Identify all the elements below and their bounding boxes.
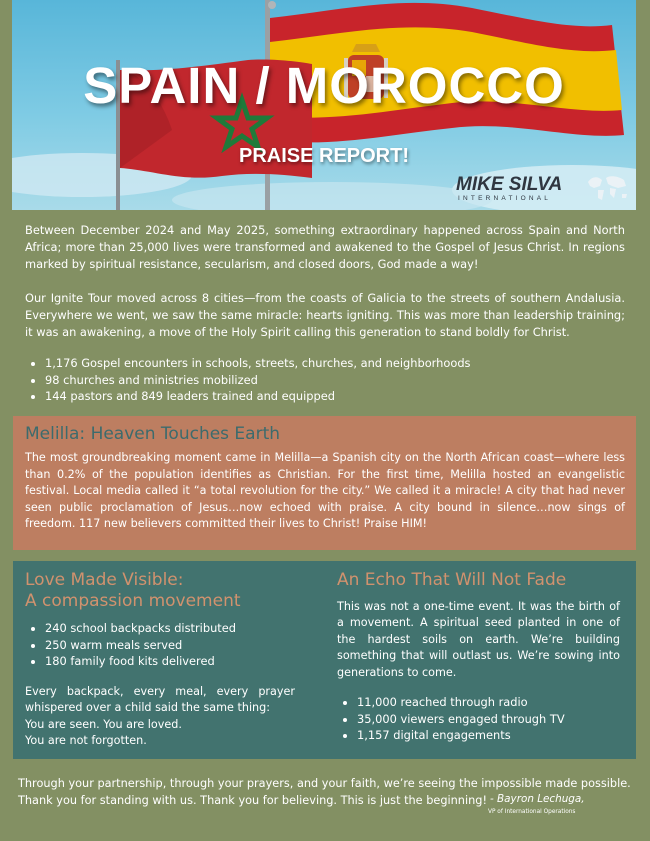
list-item: • 180 family food kits delivered <box>45 653 335 670</box>
echo-body: This was not a one-time event. It was the birth of a movement. A spiritual seed planted in one of the hardest soils on earth. We’re building something that will outlast us. We’re sowing into generations to come. <box>337 600 620 679</box>
list-item: • 240 school backpacks distributed <box>45 620 335 637</box>
page-title: SPAIN / MOROCCO <box>83 57 565 114</box>
hero-banner <box>12 0 636 210</box>
intro-paragraph-2: Our Ignite Tour moved across 8 cities—from the coasts of Galicia to the streets of southern Andalusia. Everywhere we went, we saw the same miracle: hearts igniting. This was more than leadership training; it was an awakening, a move of the Holy Spirit calling this generation to stand boldly for Christ. <box>25 291 625 339</box>
compassion-stats-list <box>25 620 335 670</box>
compassion-body: Every backpack, every meal, every prayer whispered over a child said the same thing: <box>25 685 295 715</box>
melilla-section <box>13 416 636 550</box>
logo-tagline: INTERNATIONAL <box>458 195 552 202</box>
signature-title: VP of International Operations <box>488 809 576 815</box>
mike-silva-logo <box>456 174 626 204</box>
signature-name: - Bayron Lechuga, <box>490 793 585 805</box>
compassion-heading-line-2: A compassion movement <box>25 591 241 611</box>
echo-stats-list <box>337 694 637 744</box>
melilla-heading: Melilla: Heaven Touches Earth <box>25 424 281 444</box>
melilla-body: The most groundbreaking moment came in Melilla—a Spanish city on the North African coast—where less than 0.2% of the population identifies as Christian. For the first time, Melilla hosted an evangelistic festival. Local media called it “a total revolution for the city.” We called it a miracle! A city that had never seen public proclamation of Jesus…now echoed with praise. A city bound in silence…now sings of freedom. 117 new believers committed their lives to Christ! Praise HIM! <box>25 451 625 531</box>
impact-section <box>13 561 636 759</box>
list-item: • 1,157 digital engagements <box>357 727 637 744</box>
compassion-line-1: You are seen. You are loved. <box>25 718 182 731</box>
intro-paragraph-1: Between December 2024 and May 2025, something extraordinary happened across Spain and North Africa; more than 25,000 lives were transformed and awakened to the Gospel of Jesus Christ. In regions marked by spiritual resistance, secularism, and closed doors, God made a way! <box>25 223 625 271</box>
compassion-heading-line-1: Love Made Visible: <box>25 570 184 590</box>
list-item: • 98 churches and ministries mobilized <box>45 372 635 389</box>
page-subtitle: PRAISE REPORT! <box>238 145 410 167</box>
list-item: • 35,000 viewers engaged through TV <box>357 711 637 728</box>
logo-name: MIKE SILVA <box>456 174 563 195</box>
list-item: • 1,176 Gospel encounters in schools, streets, churches, and neighborhoods <box>45 355 635 372</box>
echo-heading: An Echo That Will Not Fade <box>337 570 567 590</box>
list-item: • 144 pastors and 849 leaders trained and equipped <box>45 388 635 405</box>
intro-stats-list <box>25 355 635 405</box>
list-item: • 250 warm meals served <box>45 637 335 654</box>
closing-message: Through your partnership, through your prayers, and your faith, we’re seeing the impossible made possible. Thank you for standing with us. Thank you for believing. This is just the beginning! <box>18 777 631 807</box>
compassion-line-2: You are not forgotten. <box>25 734 147 747</box>
world-map-icon <box>584 172 630 204</box>
compassion-heading <box>25 570 241 612</box>
list-item: • 11,000 reached through radio <box>357 694 637 711</box>
